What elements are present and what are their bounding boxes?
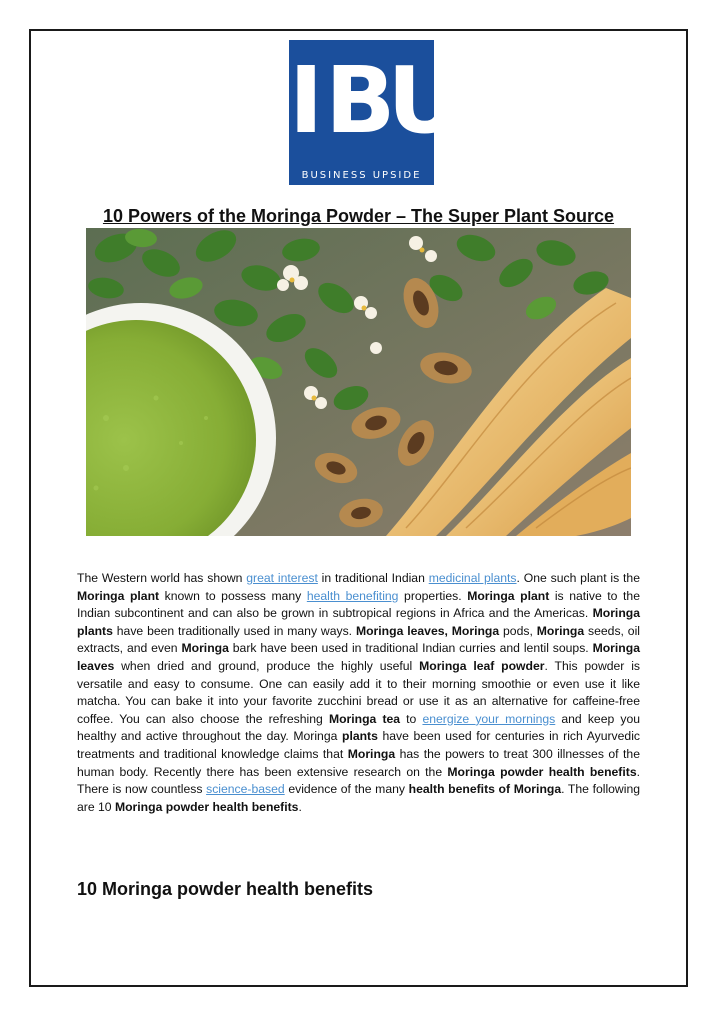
body-text-run: is native to the Indian subcontinent and can also be grown in subtropical regions in Africa and the Americas. — [77, 588, 640, 621]
bold-text: Moringa plants — [77, 606, 640, 638]
inline-link[interactable]: energize your mornings — [422, 711, 556, 726]
body-text-run: . This powder is versatile and easy to consume. One can easily add it to their morning smoothie or even use it like matcha. You can bake it into your favorite zucchini bread or use it as an alternative for caffeine-free coffee. You can also choose the refreshing — [77, 658, 640, 726]
bold-text: Moringa leaf powder — [419, 658, 545, 673]
bold-text: Moringa powder health benefits — [114, 799, 299, 814]
article-title: 10 Powers of the Moringa Powder – The Super Plant Source — [102, 206, 615, 226]
body-text-run: pods, — [499, 623, 537, 638]
inline-link[interactable]: great interest — [246, 571, 318, 585]
body-text-run: known to possess many — [159, 588, 307, 603]
body-text-run: to — [400, 711, 423, 726]
article-body — [77, 570, 640, 816]
inline-link[interactable]: health benefiting — [306, 588, 399, 603]
logo-mark: IBU — [289, 47, 455, 154]
body-text-run: seeds, oil extracts, and even — [77, 623, 640, 656]
body-text-run: The Western world has shown — [77, 571, 247, 585]
inline-link[interactable]: medicinal plants — [428, 571, 517, 585]
body-text-run: bark have been used in traditional Indian curries and lentil soups. — [228, 641, 593, 656]
bold-text: Moringa plant — [77, 588, 160, 603]
bold-text: Moringa — [347, 746, 396, 761]
logo-tagline: BUSINESS UPSIDE — [301, 170, 422, 181]
bold-text: Moringa — [181, 641, 229, 656]
business-upside-logo — [289, 40, 455, 185]
body-text-run: has the powers to treat 300 illnesses of the human body. Recently there has been extensive research on the — [77, 746, 640, 779]
body-text-run: . The following are 10 — [77, 782, 641, 814]
body-text-run: have been used for centuries in rich Ayurvedic treatments and traditional knowledge claims that — [77, 729, 640, 761]
bold-text: Moringa — [536, 623, 585, 638]
moringa-illustration — [86, 228, 631, 536]
body-text-run: properties. — [398, 588, 468, 603]
document-page — [29, 29, 688, 987]
bold-text: Moringa tea — [328, 711, 401, 726]
body-text-run: have been traditionally used in many ways. — [112, 623, 356, 638]
body-text-run: evidence of the many — [284, 782, 409, 797]
bold-text: Moringa leaves — [77, 641, 640, 673]
bold-text: Moringa leaves, Moringa — [355, 623, 500, 638]
body-text-run: . — [298, 799, 302, 814]
bold-text: health benefits of Moringa — [408, 782, 562, 797]
body-text-run: . There is now countless — [77, 764, 640, 797]
body-text-run: and keep you healthy and active throughout the day. Moringa — [77, 711, 641, 744]
bold-text: Moringa plant — [467, 588, 550, 603]
bold-text: Moringa powder health benefits — [447, 764, 637, 779]
body-text-run: when dried and ground, produce the highly useful — [114, 658, 420, 673]
moringa-hero-image — [86, 228, 631, 536]
body-text-run: in traditional Indian — [317, 571, 429, 585]
bold-text: plants — [342, 729, 378, 744]
body-text-run: . One such plant is the — [516, 571, 640, 585]
section-heading: 10 Moringa powder health benefits — [77, 879, 374, 899]
inline-link[interactable]: science-based — [206, 782, 285, 797]
